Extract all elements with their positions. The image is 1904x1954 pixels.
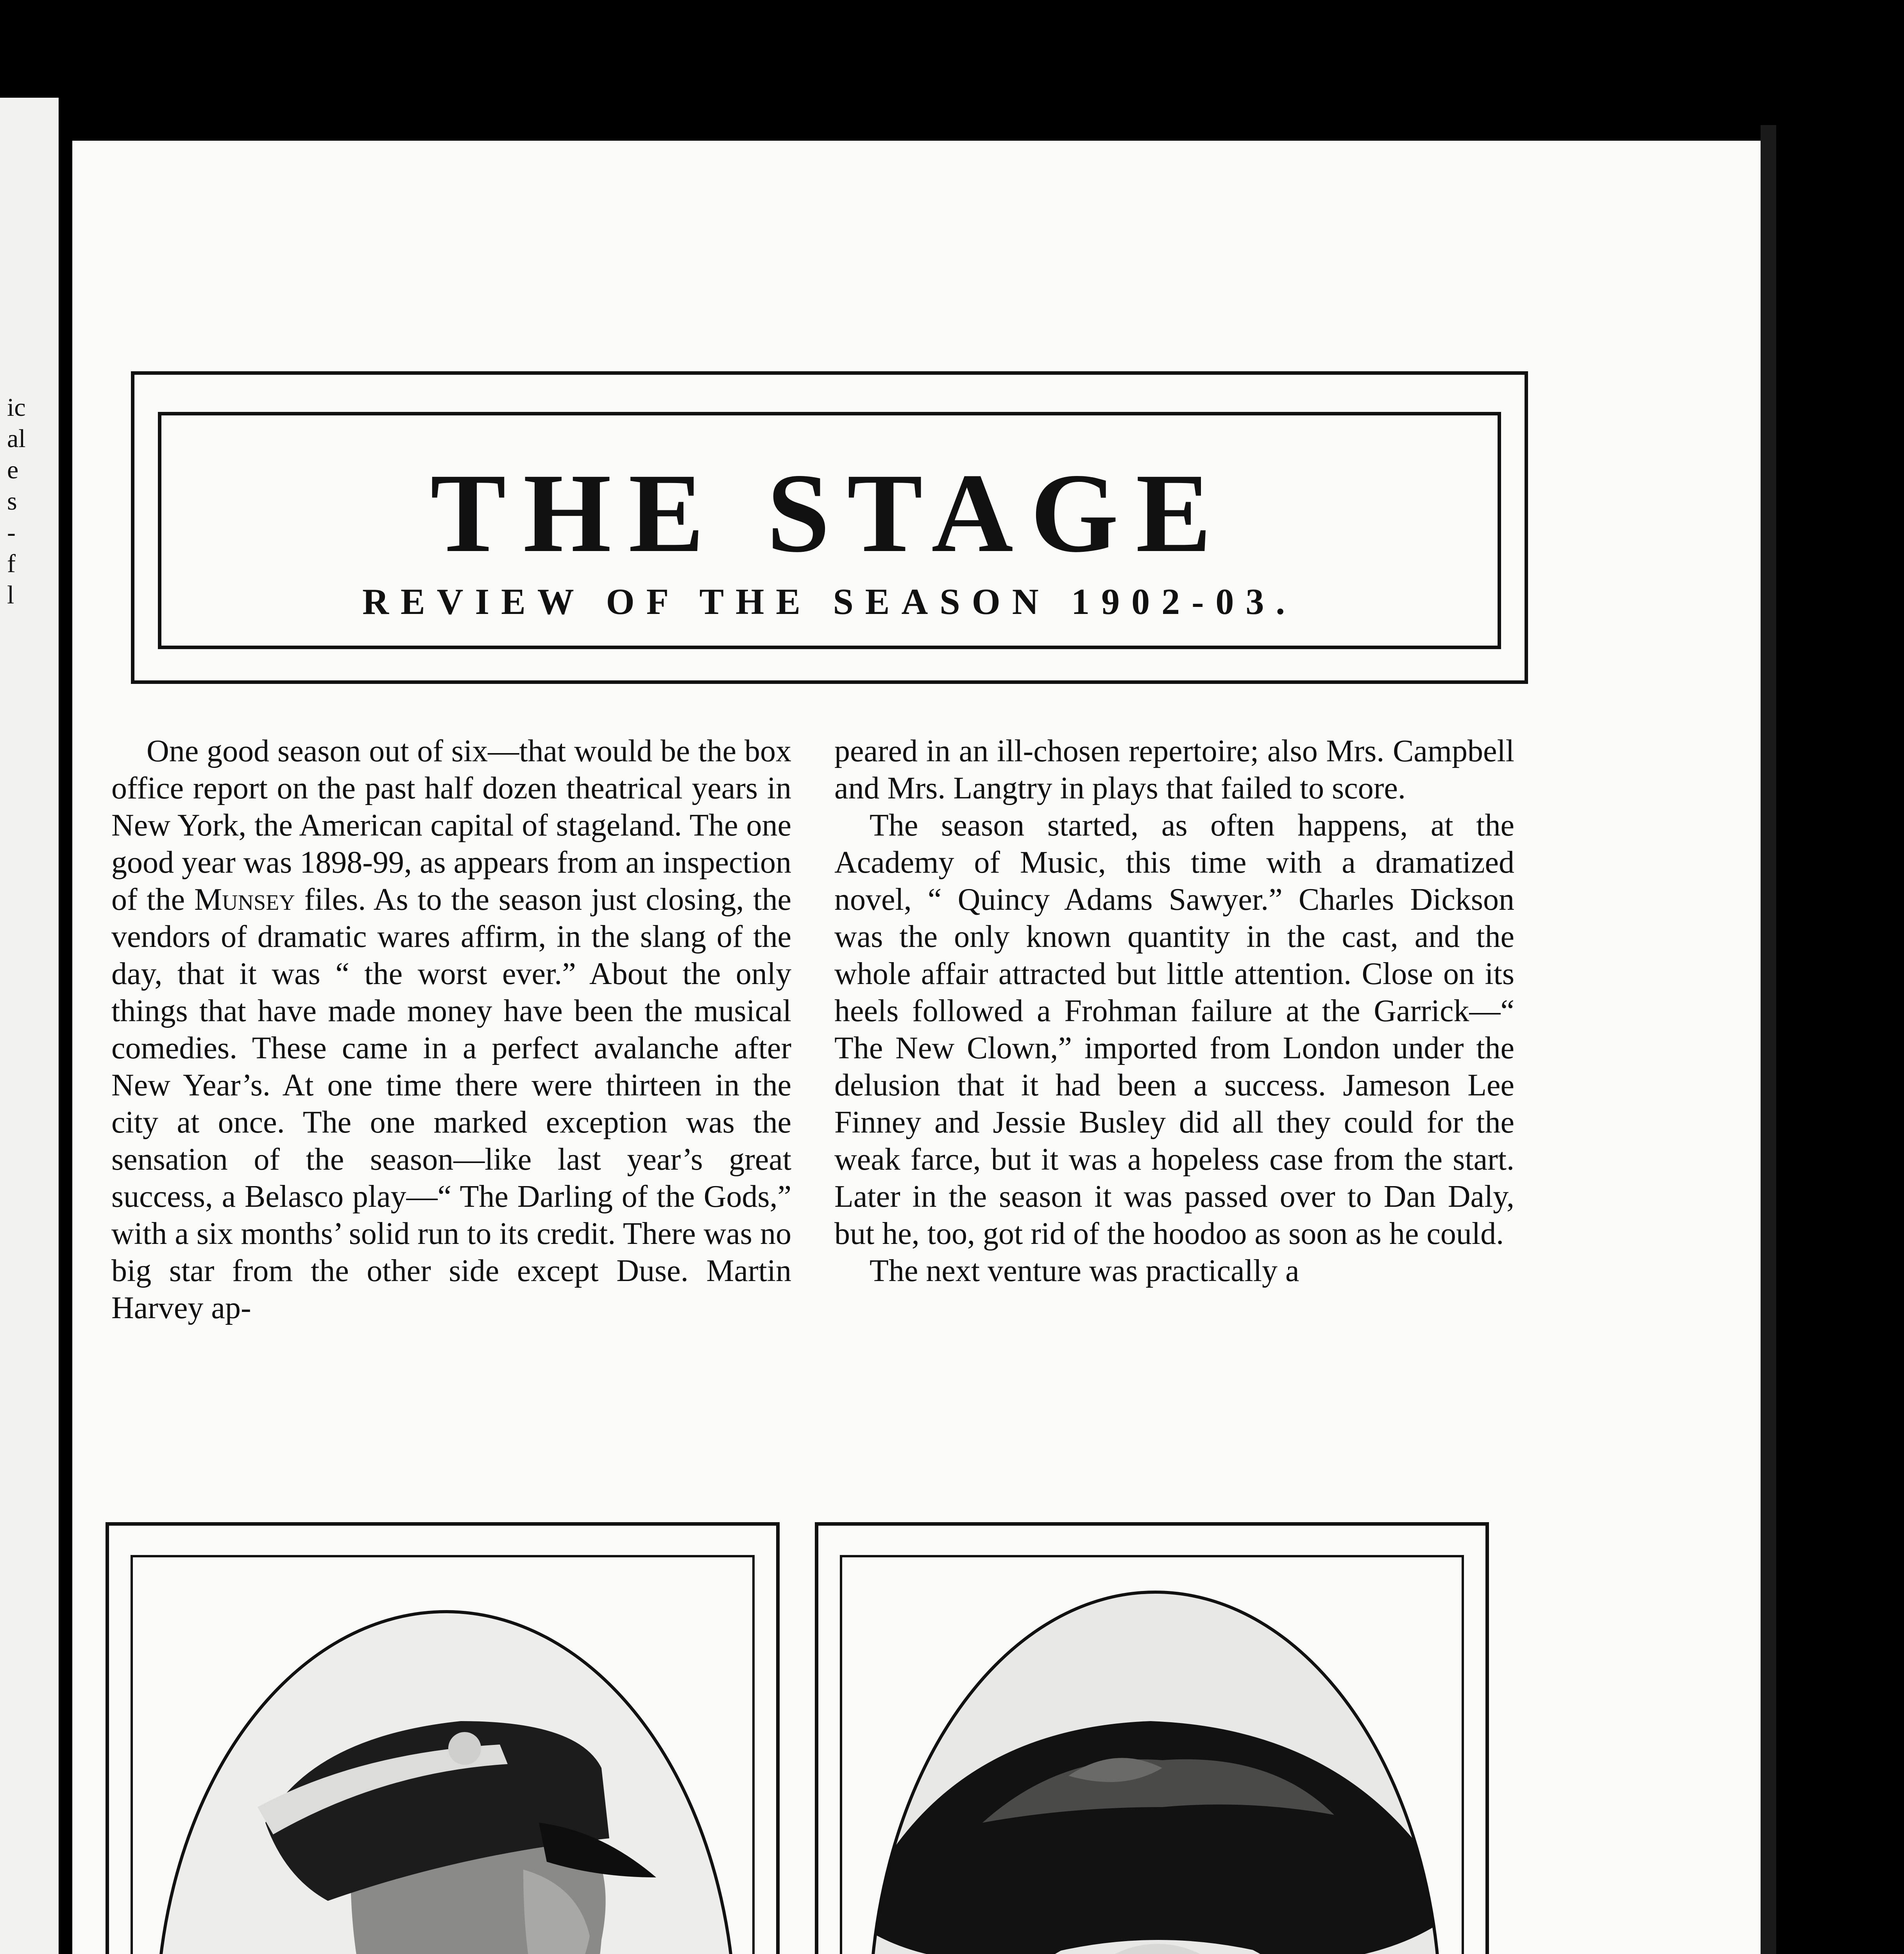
left-page-fragment: ic bbox=[7, 393, 26, 422]
photo-diamond-donner bbox=[818, 1526, 1492, 1954]
left-page-fragment: s bbox=[7, 487, 17, 515]
left-page-fragment: l bbox=[7, 581, 14, 609]
article-paragraph: The season started, as often happens, at the Academy of Music, this time with a dramatized novel, “ Quincy Adams Sawyer.” Charles Dickson was the only known quantity in the cast, and the whole affair attracted but little attention. Close on its heels followed a Frohman failure at the Garrick—“ The New Clown,” imported from London under the delusion that it had been a success. Jameson Lee Finney and Jessie Busley did all they could for the weak farce, but it was a hopeless case from the start. Later in the season it was passed over to Dan Daly, but he, too, got rid of the hoodoo as soon as he could. bbox=[834, 808, 1514, 1251]
article-paragraph: The next venture was practically a bbox=[870, 1254, 1299, 1288]
page-spine bbox=[1761, 125, 1776, 1954]
left-page-edge bbox=[0, 98, 59, 1954]
magazine-page bbox=[72, 141, 1761, 1954]
left-page-fragment: e bbox=[7, 456, 19, 484]
article-text: One good season out of six—that would be the box office report on the past half dozen theatrical years in New York, the American capital of stageland. The one good year was 1898-99, as appears from an inspection of the bbox=[111, 734, 791, 917]
left-page-fragment: - bbox=[7, 518, 16, 547]
article-column-right bbox=[834, 733, 1514, 1290]
left-page-fragment: al bbox=[7, 424, 26, 453]
photo-frame-albert-parr bbox=[106, 1522, 780, 1954]
header-inner-box bbox=[158, 412, 1501, 649]
article-paragraph bbox=[111, 733, 791, 1327]
page-subtitle: REVIEW OF THE SEASON 1902-03. bbox=[362, 582, 1297, 622]
left-page-fragment: f bbox=[7, 549, 16, 578]
article-text: files. As to the season just closing, the vendors of dramatic wares affirm, in the slang of the day, that it was “ the worst ever.” About the only things that have made money have been the musical comedies. These came in a perfect avalanche after New Year’s. At one time there were thirteen in the city at once. The one marked exception was the sensation of the season—like last year’s great success, a Belasco play—“ The Darling of the Gods,” with a six months’ solid run to its credit. There was no big star from the other side except Duse. Martin Harvey ap- bbox=[111, 882, 792, 1325]
page-title: THE STAGE bbox=[430, 450, 1229, 576]
photo-albert-parr bbox=[109, 1526, 783, 1954]
photo-frame-diamond-donner bbox=[815, 1522, 1489, 1954]
header-box bbox=[131, 371, 1528, 684]
article-paragraph: peared in an ill-chosen repertoire; also Mrs. Campbell and Mrs. Langtry in plays that failed to score. bbox=[834, 734, 1514, 805]
article-column-left bbox=[111, 733, 791, 1327]
munsey-name: Munsey bbox=[194, 882, 295, 917]
